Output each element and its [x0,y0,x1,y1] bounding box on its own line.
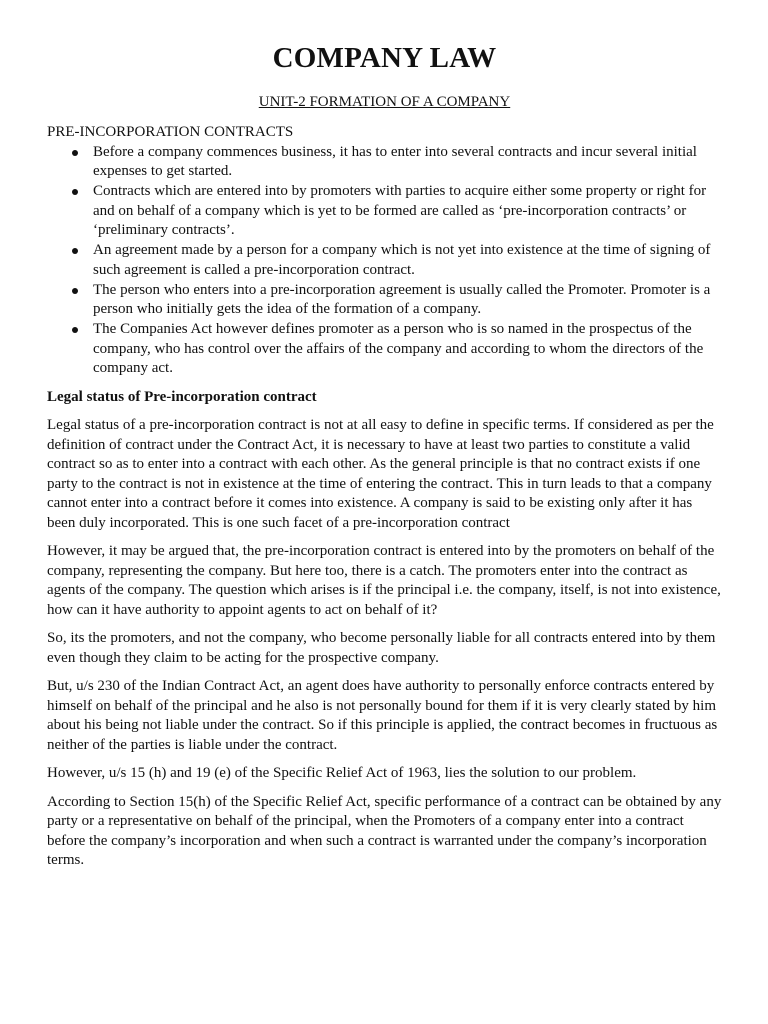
body-paragraph: Legal status of a pre-incorporation contract is not at all easy to define in specific terms. If considered as per the definition of contract under the Contract Act, it is necessary to have at least two parties to constitute a valid contract so as to enter into a contract with each other. As the general principle is that no contract exists if one party to the contract is not in existence at the time of entering the contract. This in turn leads to that a company cannot enter into a contract before it comes into existence. A company is said to be existing only after it has been duly incorporated. This is one such facet of a pre-incorporation contract [47,417,714,531]
bullet-dot-icon [72,189,78,195]
bullet-text: The person who enters into a pre-incorporation agreement is usually called the Promoter. Promoter is a person who initially gets the idea of the formation of a company. [93,281,711,317]
document-title: COMPANY LAW [272,42,497,74]
bullet-text: The Companies Act however defines promoter as a person who is so named in the prospectus of the company, who has control over the affairs of the company and according to whom the directors of the company act. [93,321,704,376]
bullet-item [93,320,722,379]
body-paragraph: However, u/s 15 (h) and 19 (e) of the Specific Relief Act of 1963, lies the solution to our problem. [47,765,637,781]
body-paragraph: However, it may be argued that, the pre-incorporation contract is entered into by the promoters on behalf of the company, representing the company. But here too, there is a catch. The promoters enter into the contract as agents of the company. The question which arises is if the principal i.e. the company, itself, is not into existence, how can it have authority to appoint agents to act on behalf of it? [47,543,721,618]
section-heading: PRE-INCORPORATION CONTRACTS [47,124,294,140]
body-paragraph: So, its the promoters, and not the company, who become personally liable for all contracts entered into by them even though they claim to be acting for the prospective company. [47,630,716,666]
body-paragraph: But, u/s 230 of the Indian Contract Act, an agent does have authority to personally enforce contracts entered by himself on behalf of the principal and he also is not personally bound for them if it is very clearly stated by him about his being not liable under the contract. So if this principle is applied, the contract becomes in fructuous as neither of the parties is liable under the contract. [47,678,718,753]
body-paragraph: According to Section 15(h) of the Specific Relief Act, specific performance of a contract can be obtained by any party or a representative on behalf of the principal, when the Promoters of a company enter into a contract before the company’s incorporation and when such a contract is warranted under the company’s incorporation terms. [47,793,722,868]
bullet-item [93,143,722,182]
legal-status-heading: Legal status of Pre-incorporation contract [47,388,317,405]
bullet-item [93,281,722,320]
bullet-dot-icon [72,327,78,333]
bullet-dot-icon [72,150,78,156]
bullet-dot-icon [72,288,78,294]
bullet-dot-icon [72,248,78,254]
bullet-text: Contracts which are entered into by promoters with parties to acquire either some property or right for and on behalf of a company which is yet to be formed are called as ‘pre-incorporation contracts’ or ‘preliminary contracts’. [93,183,707,238]
bullet-item [93,241,722,280]
bullet-item [93,182,722,241]
document-subtitle: UNIT-2 FORMATION OF A COMPANY [258,94,511,110]
bullet-text: Before a company commences business, it has to enter into several contracts and incur several initial expenses to get started. [93,143,697,179]
bullet-text: An agreement made by a person for a company which is not yet into existence at the time of signing of such agreement is called a pre-incorporation contract. [93,242,711,278]
bullet-list [47,143,722,379]
